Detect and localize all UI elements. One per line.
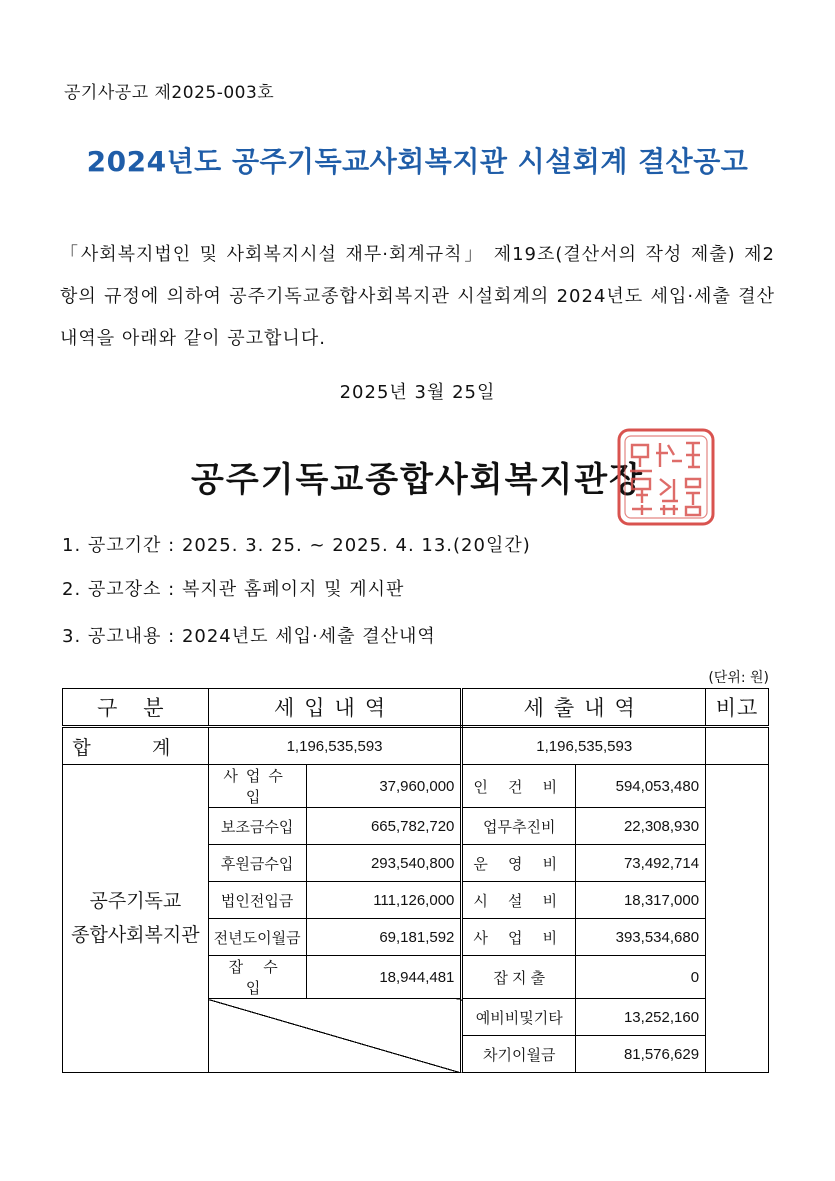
expenditure-amount: 22,308,930: [576, 808, 706, 845]
total-expenditure: 1,196,535,593: [462, 727, 706, 765]
revenue-amount: 37,960,000: [306, 765, 462, 808]
document-title: 2024년도 공주기독교사회복지관 시설회계 결산공고: [86, 145, 749, 178]
revenue-item: 보조금수입: [208, 808, 306, 845]
notice-place: 2. 공고장소 : 복지관 홈페이지 및 게시판: [62, 579, 405, 600]
revenue-amount: 69,181,592: [306, 919, 462, 956]
expenditure-item: 예비비및기타: [462, 999, 576, 1036]
revenue-amount: 111,126,000: [306, 882, 462, 919]
revenue-item: 전년도이월금: [208, 919, 306, 956]
expenditure-item: 시 설 비: [462, 882, 576, 919]
notice-period: 1. 공고기간 : 2025. 3. 25. ~ 2025. 4. 13.(20일간): [62, 535, 531, 556]
revenue-amount: 293,540,800: [306, 845, 462, 882]
notice-date: 2025년 3월 25일: [339, 382, 496, 403]
notice-number: 공기사공고 제2025-003호: [64, 83, 275, 103]
organization-line2: 종합사회복지관: [71, 924, 200, 946]
expenditure-amount: 73,492,714: [576, 845, 706, 882]
issuer-name: 공주기독교종합사회복지관장: [191, 460, 644, 500]
note-cell: [706, 765, 769, 1073]
organization-line1: 공주기독교: [89, 890, 182, 912]
expenditure-amount: 0: [576, 956, 706, 999]
total-revenue: 1,196,535,593: [208, 727, 462, 765]
expenditure-item: 차기이월금: [462, 1036, 576, 1073]
total-row: [63, 727, 769, 765]
table-header-row: [63, 689, 769, 727]
total-label: 합 계: [63, 727, 209, 765]
expenditure-item: 인 건 비: [462, 765, 576, 808]
official-seal: [616, 427, 716, 527]
expenditure-amount: 81,576,629: [576, 1036, 706, 1073]
unit-label: (단위: 원): [708, 670, 769, 686]
expenditure-amount: 18,317,000: [576, 882, 706, 919]
revenue-amount: 665,782,720: [306, 808, 462, 845]
total-note: [706, 727, 769, 765]
expenditure-item: 사 업 비: [462, 919, 576, 956]
empty-diagonal-cell: [208, 999, 462, 1073]
header-expenditure: 세출내역: [462, 689, 706, 727]
table-row: [63, 765, 769, 808]
header-note: 비고: [706, 689, 769, 727]
expenditure-item: 업무추진비: [462, 808, 576, 845]
notice-body: 「사회복지법인 및 사회복지시설 재무·회계규칙」 제19조(결산서의 작성 제출) 제2항의 규정에 의하여 공주기독교종합사회복지관 시설회계의 2024년도 세입·세출 결산내역을 아래와 같이 공고합니다.: [60, 244, 775, 349]
expenditure-amount: 393,534,680: [576, 919, 706, 956]
revenue-item: 사업수입: [208, 765, 306, 808]
revenue-item: 법인전입금: [208, 882, 306, 919]
expenditure-amount: 594,053,480: [576, 765, 706, 808]
expenditure-amount: 13,252,160: [576, 999, 706, 1036]
settlement-table: [62, 688, 769, 1073]
notice-content: 3. 공고내용 : 2024년도 세입·세출 결산내역: [62, 626, 436, 647]
header-category: 구 분: [63, 689, 209, 727]
revenue-item: 잡 수 입: [208, 956, 306, 999]
expenditure-item: 운 영 비: [462, 845, 576, 882]
header-revenue: 세입내역: [208, 689, 462, 727]
revenue-amount: 18,944,481: [306, 956, 462, 999]
revenue-item: 후원금수입: [208, 845, 306, 882]
organization-cell: [63, 765, 209, 1073]
expenditure-item: 잡 지 출: [462, 956, 576, 999]
